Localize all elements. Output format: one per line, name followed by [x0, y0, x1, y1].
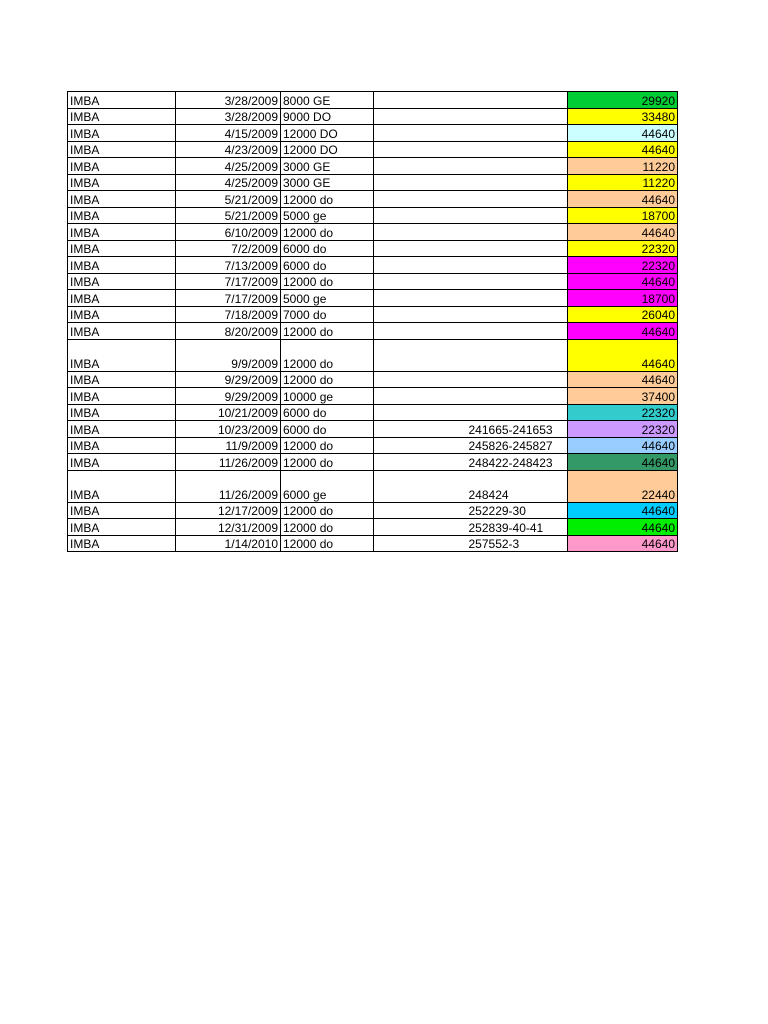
date-cell[interactable]: 11/9/2009 [176, 437, 281, 454]
amount-cell[interactable]: 22320 [568, 240, 678, 257]
quantity-cell[interactable]: 6000 ge [281, 470, 374, 502]
quantity-cell[interactable]: 12000 do [281, 454, 374, 471]
date-cell[interactable]: 5/21/2009 [176, 207, 281, 224]
blank-cell[interactable] [374, 339, 467, 371]
amount-cell[interactable]: 44640 [568, 535, 678, 552]
date-cell[interactable]: 3/28/2009 [176, 92, 281, 109]
quantity-cell[interactable]: 12000 do [281, 339, 374, 371]
name-cell[interactable]: IMBA [68, 535, 176, 552]
blank-cell[interactable] [374, 92, 467, 109]
amount-cell[interactable]: 22440 [568, 470, 678, 502]
name-cell[interactable]: IMBA [68, 437, 176, 454]
amount-cell[interactable]: 18700 [568, 290, 678, 307]
name-cell[interactable]: IMBA [68, 290, 176, 307]
amount-cell[interactable]: 44640 [568, 519, 678, 536]
table-row [68, 125, 678, 142]
amount-cell[interactable]: 44640 [568, 224, 678, 241]
blank-cell[interactable] [374, 323, 467, 340]
table-row [68, 519, 678, 536]
quantity-cell[interactable]: 9000 DO [281, 108, 374, 125]
reference-cell[interactable] [467, 339, 568, 371]
name-cell[interactable]: IMBA [68, 141, 176, 158]
reference-cell[interactable]: 248422-248423 [467, 454, 568, 471]
name-cell[interactable]: IMBA [68, 404, 176, 421]
date-cell[interactable]: 9/29/2009 [176, 388, 281, 405]
blank-cell[interactable] [374, 141, 467, 158]
quantity-cell[interactable]: 12000 do [281, 224, 374, 241]
blank-cell[interactable] [374, 371, 467, 388]
name-cell[interactable]: IMBA [68, 125, 176, 142]
blank-cell[interactable] [374, 502, 467, 519]
blank-cell[interactable] [374, 519, 467, 536]
quantity-cell[interactable]: 6000 do [281, 404, 374, 421]
table-row [68, 224, 678, 241]
table-row [68, 535, 678, 552]
amount-cell[interactable]: 33480 [568, 108, 678, 125]
reference-cell[interactable] [467, 273, 568, 290]
amount-cell[interactable]: 22320 [568, 257, 678, 274]
date-cell[interactable]: 7/18/2009 [176, 306, 281, 323]
blank-cell[interactable] [374, 174, 467, 191]
blank-cell[interactable] [374, 306, 467, 323]
name-cell[interactable]: IMBA [68, 92, 176, 109]
date-cell[interactable]: 7/13/2009 [176, 257, 281, 274]
quantity-cell[interactable]: 6000 do [281, 257, 374, 274]
blank-cell[interactable] [374, 158, 467, 175]
name-cell[interactable]: IMBA [68, 421, 176, 438]
amount-cell[interactable]: 44640 [568, 371, 678, 388]
date-cell[interactable]: 6/10/2009 [176, 224, 281, 241]
name-cell[interactable]: IMBA [68, 240, 176, 257]
reference-cell[interactable] [467, 108, 568, 125]
date-cell[interactable]: 4/23/2009 [176, 141, 281, 158]
quantity-cell[interactable]: 10000 ge [281, 388, 374, 405]
table-row [68, 306, 678, 323]
quantity-cell[interactable]: 12000 DO [281, 125, 374, 142]
name-cell[interactable]: IMBA [68, 502, 176, 519]
quantity-cell[interactable]: 12000 do [281, 371, 374, 388]
reference-cell[interactable] [467, 323, 568, 340]
table-row [68, 207, 678, 224]
spreadsheet-table [67, 91, 678, 552]
amount-cell[interactable]: 44640 [568, 437, 678, 454]
amount-cell[interactable]: 44640 [568, 339, 678, 371]
date-cell[interactable]: 10/23/2009 [176, 421, 281, 438]
quantity-cell[interactable]: 3000 GE [281, 158, 374, 175]
reference-cell[interactable]: 248424 [467, 470, 568, 502]
name-cell[interactable]: IMBA [68, 323, 176, 340]
reference-cell[interactable] [467, 191, 568, 208]
blank-cell[interactable] [374, 240, 467, 257]
table-row [68, 158, 678, 175]
date-cell[interactable]: 7/17/2009 [176, 290, 281, 307]
table-row [68, 92, 678, 109]
table-row [68, 273, 678, 290]
name-cell[interactable]: IMBA [68, 174, 176, 191]
blank-cell[interactable] [374, 207, 467, 224]
amount-cell[interactable]: 11220 [568, 158, 678, 175]
quantity-cell[interactable]: 12000 do [281, 437, 374, 454]
reference-cell[interactable]: 252229-30 [467, 502, 568, 519]
blank-cell[interactable] [374, 273, 467, 290]
reference-cell[interactable] [467, 306, 568, 323]
quantity-cell[interactable]: 8000 GE [281, 92, 374, 109]
amount-cell[interactable]: 44640 [568, 125, 678, 142]
name-cell[interactable]: IMBA [68, 519, 176, 536]
table-row [68, 141, 678, 158]
amount-cell[interactable]: 29920 [568, 92, 678, 109]
amount-cell[interactable]: 18700 [568, 207, 678, 224]
reference-cell[interactable] [467, 92, 568, 109]
table-row [68, 323, 678, 340]
reference-cell[interactable] [467, 371, 568, 388]
date-cell[interactable]: 12/31/2009 [176, 519, 281, 536]
date-cell[interactable]: 11/26/2009 [176, 470, 281, 502]
quantity-cell[interactable]: 12000 do [281, 323, 374, 340]
table-body [68, 92, 678, 552]
reference-cell[interactable] [467, 125, 568, 142]
name-cell[interactable]: IMBA [68, 224, 176, 241]
quantity-cell[interactable]: 12000 do [281, 502, 374, 519]
date-cell[interactable]: 1/14/2010 [176, 535, 281, 552]
quantity-cell[interactable]: 6000 do [281, 421, 374, 438]
name-cell[interactable]: IMBA [68, 371, 176, 388]
reference-cell[interactable] [467, 388, 568, 405]
quantity-cell[interactable]: 6000 do [281, 240, 374, 257]
table-row [68, 470, 678, 502]
quantity-cell[interactable]: 7000 do [281, 306, 374, 323]
amount-cell[interactable]: 44640 [568, 191, 678, 208]
blank-cell[interactable] [374, 108, 467, 125]
reference-cell[interactable] [467, 207, 568, 224]
quantity-cell[interactable]: 3000 GE [281, 174, 374, 191]
blank-cell[interactable] [374, 224, 467, 241]
amount-cell[interactable]: 37400 [568, 388, 678, 405]
blank-cell[interactable] [374, 437, 467, 454]
table-row [68, 404, 678, 421]
date-cell[interactable]: 5/21/2009 [176, 191, 281, 208]
amount-cell[interactable]: 22320 [568, 404, 678, 421]
name-cell[interactable]: IMBA [68, 388, 176, 405]
date-cell[interactable]: 4/15/2009 [176, 125, 281, 142]
reference-cell[interactable] [467, 257, 568, 274]
name-cell[interactable]: IMBA [68, 454, 176, 471]
reference-cell[interactable]: 252839-40-41 [467, 519, 568, 536]
name-cell[interactable]: IMBA [68, 108, 176, 125]
reference-cell[interactable] [467, 141, 568, 158]
date-cell[interactable]: 7/17/2009 [176, 273, 281, 290]
name-cell[interactable]: IMBA [68, 470, 176, 502]
amount-cell[interactable]: 44640 [568, 502, 678, 519]
date-cell[interactable]: 4/25/2009 [176, 158, 281, 175]
amount-cell[interactable]: 44640 [568, 141, 678, 158]
table-row [68, 437, 678, 454]
blank-cell[interactable] [374, 290, 467, 307]
reference-cell[interactable] [467, 174, 568, 191]
blank-cell[interactable] [374, 125, 467, 142]
name-cell[interactable]: IMBA [68, 306, 176, 323]
date-cell[interactable]: 4/25/2009 [176, 174, 281, 191]
table-row [68, 388, 678, 405]
name-cell[interactable]: IMBA [68, 257, 176, 274]
blank-cell[interactable] [374, 421, 467, 438]
amount-cell[interactable]: 22320 [568, 421, 678, 438]
amount-cell[interactable]: 44640 [568, 323, 678, 340]
date-cell[interactable]: 7/2/2009 [176, 240, 281, 257]
blank-cell[interactable] [374, 191, 467, 208]
quantity-cell[interactable]: 5000 ge [281, 290, 374, 307]
quantity-cell[interactable]: 12000 DO [281, 141, 374, 158]
name-cell[interactable]: IMBA [68, 273, 176, 290]
table-row [68, 339, 678, 371]
table-row [68, 454, 678, 471]
quantity-cell[interactable]: 12000 do [281, 535, 374, 552]
reference-cell[interactable] [467, 404, 568, 421]
table-row [68, 421, 678, 438]
table-row [68, 290, 678, 307]
quantity-cell[interactable]: 5000 ge [281, 207, 374, 224]
blank-cell[interactable] [374, 257, 467, 274]
date-cell[interactable]: 9/29/2009 [176, 371, 281, 388]
date-cell[interactable]: 8/20/2009 [176, 323, 281, 340]
reference-cell[interactable] [467, 158, 568, 175]
table-row [68, 257, 678, 274]
table-row [68, 371, 678, 388]
quantity-cell[interactable]: 12000 do [281, 273, 374, 290]
date-cell[interactable]: 11/26/2009 [176, 454, 281, 471]
date-cell[interactable]: 10/21/2009 [176, 404, 281, 421]
table-row [68, 174, 678, 191]
blank-cell[interactable] [374, 388, 467, 405]
amount-cell[interactable]: 44640 [568, 273, 678, 290]
date-cell[interactable]: 3/28/2009 [176, 108, 281, 125]
date-cell[interactable]: 9/9/2009 [176, 339, 281, 371]
table-row [68, 108, 678, 125]
reference-cell[interactable] [467, 240, 568, 257]
blank-cell[interactable] [374, 535, 467, 552]
reference-cell[interactable] [467, 224, 568, 241]
blank-cell[interactable] [374, 470, 467, 502]
table-row [68, 191, 678, 208]
quantity-cell[interactable]: 12000 do [281, 519, 374, 536]
reference-cell[interactable] [467, 290, 568, 307]
name-cell[interactable]: IMBA [68, 339, 176, 371]
amount-cell[interactable]: 26040 [568, 306, 678, 323]
blank-cell[interactable] [374, 404, 467, 421]
amount-cell[interactable]: 11220 [568, 174, 678, 191]
table-row [68, 502, 678, 519]
quantity-cell[interactable]: 12000 do [281, 191, 374, 208]
name-cell[interactable]: IMBA [68, 207, 176, 224]
name-cell[interactable]: IMBA [68, 158, 176, 175]
reference-cell[interactable]: 245826-245827 [467, 437, 568, 454]
name-cell[interactable]: IMBA [68, 191, 176, 208]
reference-cell[interactable]: 257552-3 [467, 535, 568, 552]
table-row [68, 240, 678, 257]
amount-cell[interactable]: 44640 [568, 454, 678, 471]
blank-cell[interactable] [374, 454, 467, 471]
reference-cell[interactable]: 241665-241653 [467, 421, 568, 438]
date-cell[interactable]: 12/17/2009 [176, 502, 281, 519]
